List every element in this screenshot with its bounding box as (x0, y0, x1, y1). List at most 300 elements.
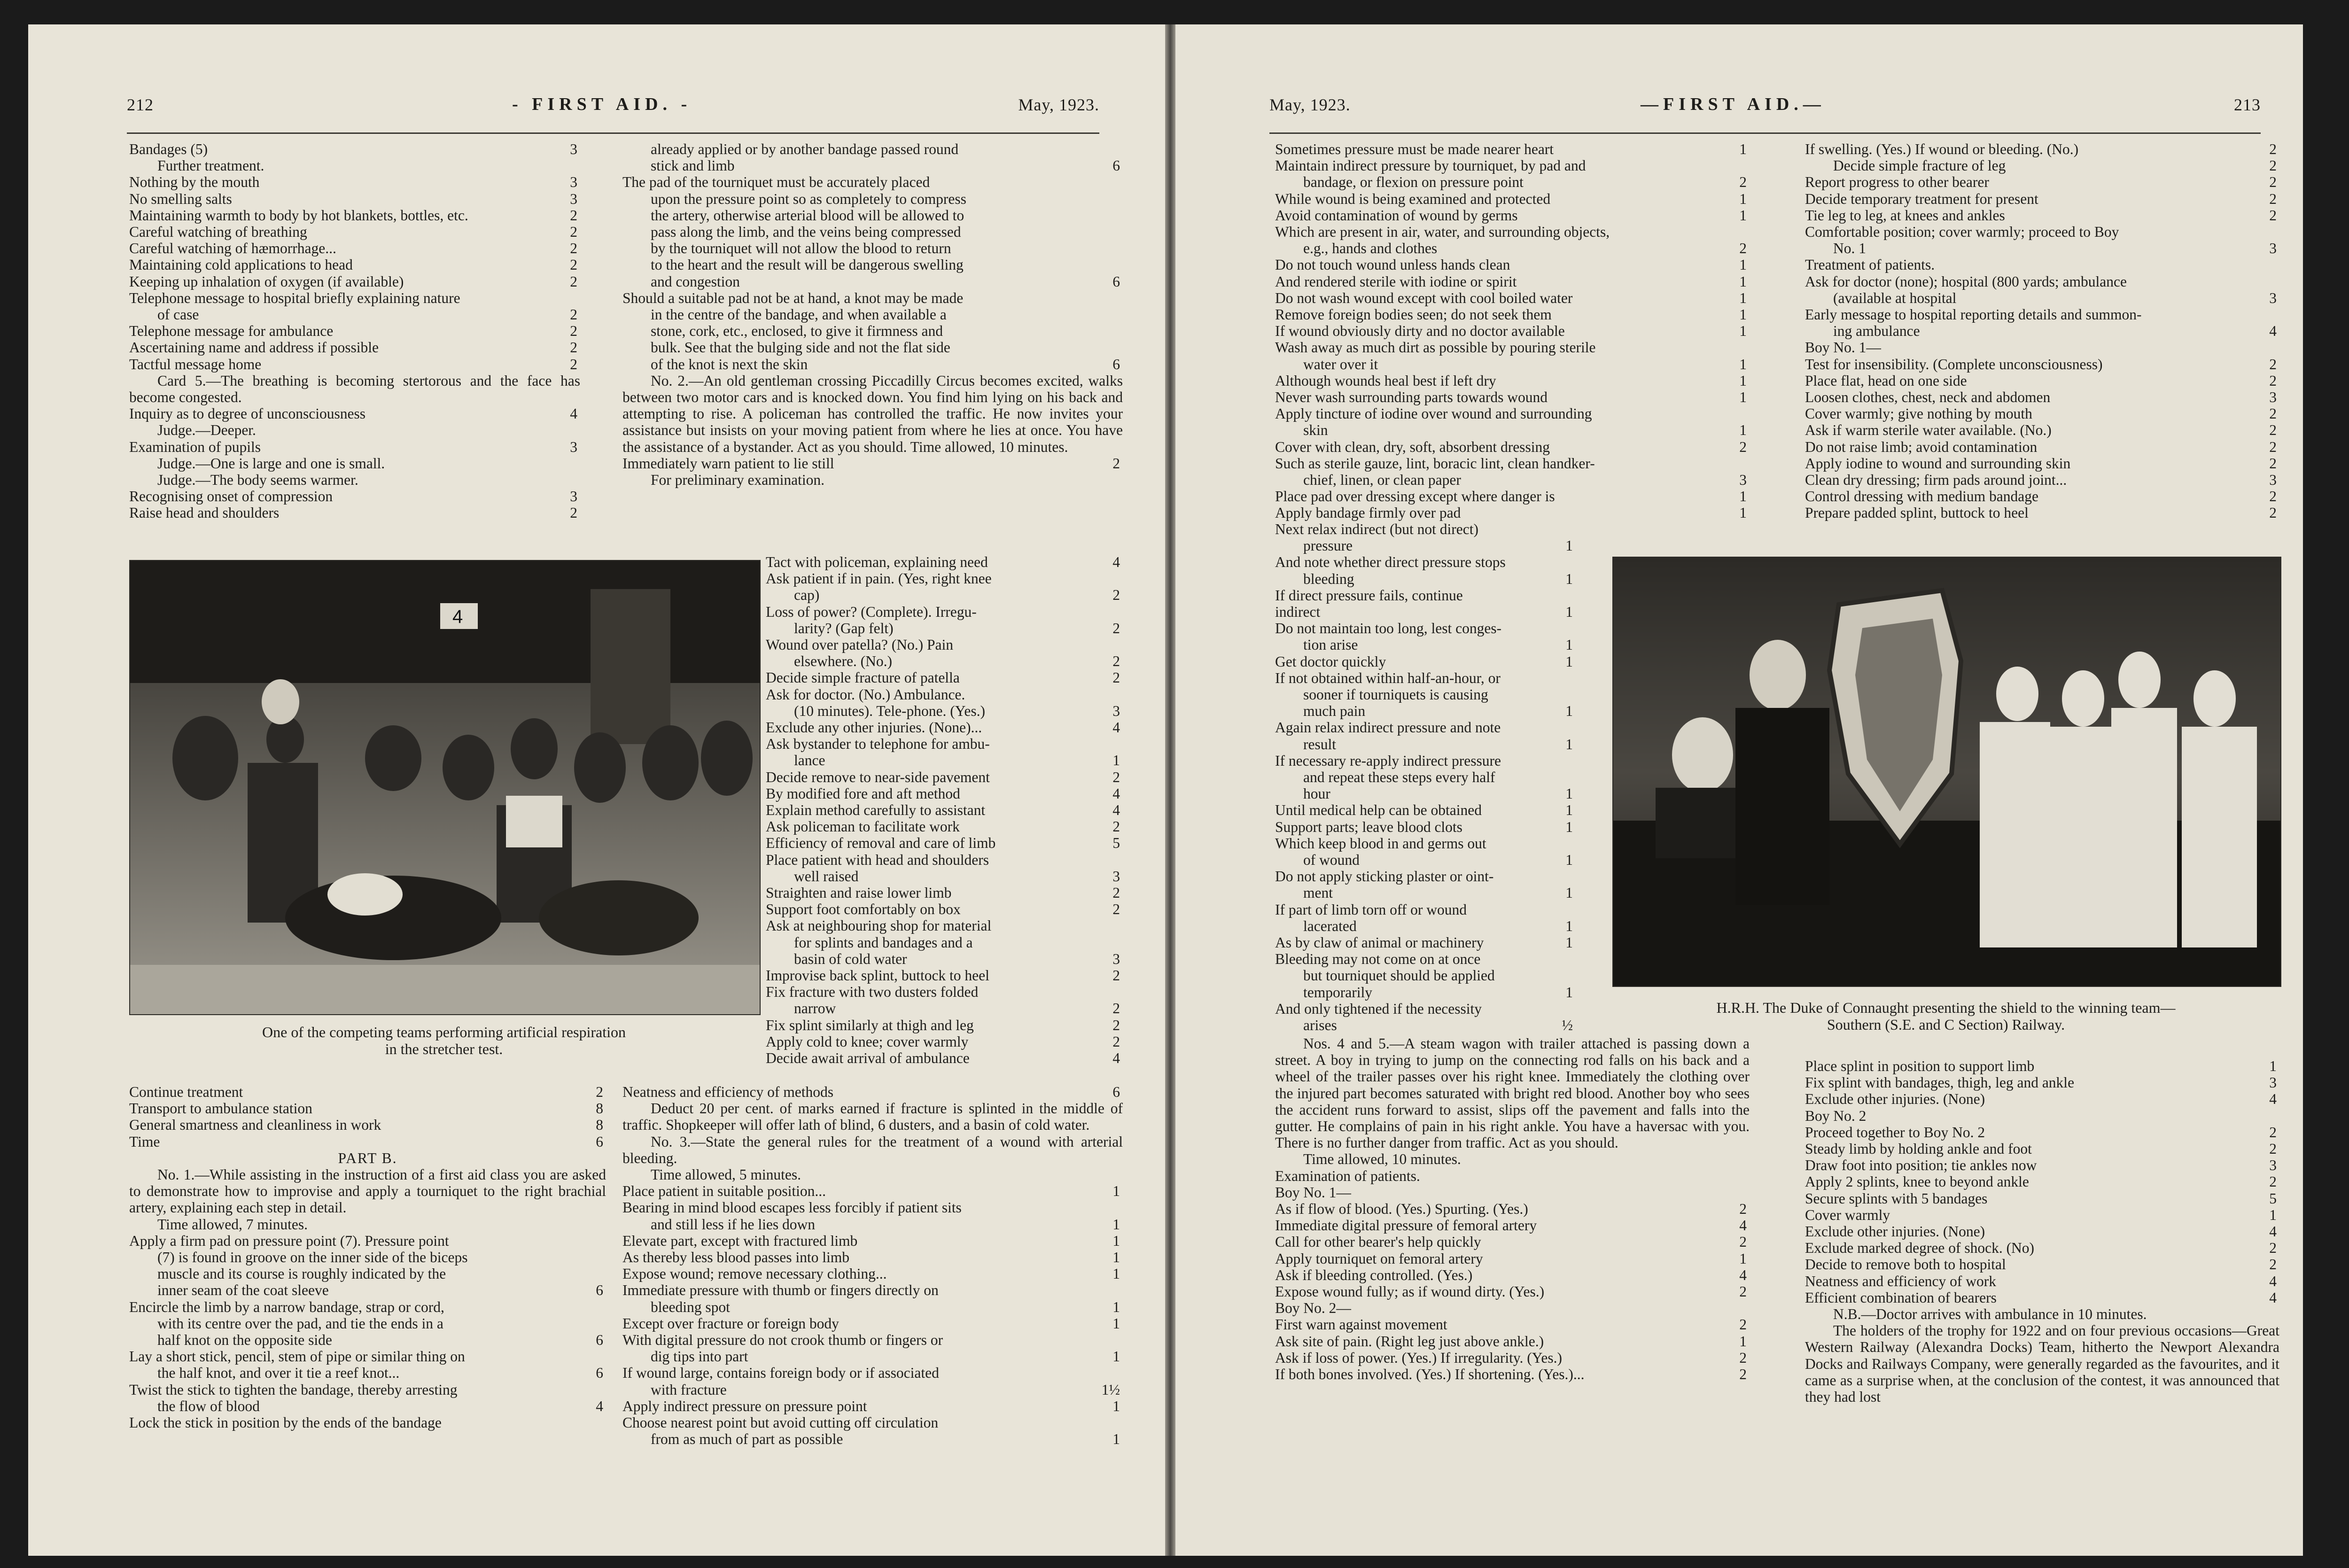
text-line (766, 967, 1123, 984)
marks-value: 1 (1739, 273, 1747, 290)
line-text: dig tips into part (651, 1348, 748, 1365)
text-line (1805, 1108, 2279, 1124)
line-text: Ask site of pain. (Right leg just above ankle.) (1275, 1333, 1544, 1350)
line-text: Immediate pressure with thumb or fingers directly on (622, 1282, 939, 1299)
text-line (1275, 191, 1750, 207)
line-text: Inquiry as to degree of unconsciousness (129, 405, 366, 422)
text-line (1805, 505, 2279, 521)
line-text: stone, cork, etc., enclosed, to give it firmness and (651, 323, 943, 340)
text-line (1275, 918, 1576, 934)
line-text: If necessary re-apply indirect pressure (1275, 752, 1501, 769)
text-line (1275, 488, 1750, 505)
left-col-1-bottom (129, 1084, 606, 1431)
running-title: —FIRST AID.— (1641, 94, 1826, 114)
text-line (1275, 835, 1576, 852)
line-text: Expose wound; remove necessary clothing... (622, 1265, 887, 1282)
right-col-1 (1275, 141, 1750, 521)
text-line (622, 1100, 1123, 1133)
line-text: the flow of blood (157, 1397, 260, 1414)
text-line (766, 1017, 1123, 1033)
text-line (766, 637, 1123, 653)
text-line (622, 1348, 1123, 1365)
line-text: the half knot, and over it tie a reef knot... (157, 1365, 400, 1382)
marks-value: 2 (1739, 1234, 1747, 1250)
marks-value: 3 (1739, 472, 1747, 489)
text-line (766, 901, 1123, 917)
text-line (1275, 785, 1576, 802)
line-text: Ask for doctor (none); hospital (800 yards; ambulance (1805, 273, 2127, 290)
text-line (129, 1299, 606, 1315)
marks-value: 3 (570, 190, 577, 207)
line-text: Place splint in position to support limb (1805, 1058, 2035, 1074)
line-text: Efficiency of removal and care of limb (766, 835, 996, 852)
text-line (1275, 885, 1576, 901)
line-text: Explain method carefully to assistant (766, 802, 986, 819)
text-line (1805, 1091, 2279, 1107)
left-col-2-narrow (766, 554, 1123, 1066)
line-text: Recognising onset of compression (129, 488, 333, 505)
issue-date: May, 1923. (1269, 95, 1351, 114)
left-col-2-bottom (622, 1084, 1123, 1447)
line-text: Decide remove to near-side pavement (766, 768, 990, 785)
line-text: Maintaining cold applications to head (129, 256, 353, 273)
text-line (766, 620, 1123, 637)
line-text: Do not maintain too long, lest conges- (1275, 620, 1502, 637)
text-line (129, 373, 580, 405)
marks-value: 2 (2269, 174, 2277, 191)
text-line (1275, 1267, 1750, 1283)
marks-value: 1 (1112, 1348, 1120, 1365)
line-text: Neatness and efficiency of methods (622, 1084, 834, 1100)
text-line (1805, 1190, 2279, 1207)
line-text: Ask if loss of power. (Yes.) If irregularity. (Yes.) (1275, 1349, 1562, 1366)
right-page (1175, 24, 2303, 1556)
line-text: While wound is being examined and protected (1275, 190, 1551, 207)
text-line (1275, 472, 1750, 488)
text-line (1275, 422, 1750, 438)
text-line (1805, 191, 2279, 207)
marks-value: 4 (2269, 1091, 2277, 1108)
line-text: Judge.—The body seems warmer. (157, 472, 358, 489)
text-line (129, 256, 580, 273)
page-gutter (1165, 24, 1175, 1556)
text-line (1805, 1306, 2279, 1322)
marks-value: 2 (1112, 587, 1120, 604)
line-text: Place pad over dressing except where danger is (1275, 488, 1555, 505)
line-text: basin of cold water (794, 950, 907, 967)
line-text: Ask at neighbouring shop for material (766, 917, 992, 934)
line-text: Place patient in suitable position... (622, 1183, 826, 1200)
line-text: Call for other bearer's help quickly (1275, 1234, 1481, 1250)
line-text: Apply indirect pressure on pressure point (622, 1397, 867, 1414)
marks-value: 2 (2269, 356, 2277, 373)
marks-value: 4 (2269, 323, 2277, 340)
line-text: Fix splint with bandages, thigh, leg and ankle (1805, 1074, 2075, 1091)
line-text: Deduct 20 per cent. of marks earned if fracture is splinted in the middle of traffic. Shopkeeper will offer lath of blind, 6 dusters, and a basin of cold water. (622, 1100, 1123, 1133)
line-text: If both bones involved. (Yes.) If shortening. (Yes.)... (1275, 1366, 1585, 1383)
line-text: upon the pressure point so as completely to compress (651, 190, 966, 207)
line-text: stick and limb (651, 157, 735, 174)
marks-value: 1 (1112, 1315, 1120, 1332)
marks-value: 1 (1112, 1397, 1120, 1414)
line-text: Telephone message to hospital briefly explaining nature (129, 289, 460, 306)
text-line (129, 1382, 606, 1398)
text-line (1275, 141, 1750, 157)
line-text: Careful watching of hæmorrhage... (129, 240, 336, 257)
text-line (129, 439, 580, 455)
line-text: but tourniquet should be applied (1303, 967, 1495, 984)
text-line (129, 455, 580, 472)
line-text: Place flat, head on one side (1805, 372, 1967, 389)
line-text: No. 3.—State the general rules for the treatment of a wound with arterial bleeding. (622, 1133, 1123, 1166)
line-text: and still less if he lies down (651, 1216, 815, 1233)
text-line (129, 1282, 606, 1298)
line-text: Remove foreign bodies seen; do not seek them (1275, 306, 1552, 323)
text-line (1275, 1001, 1576, 1017)
text-line (1805, 306, 2279, 323)
line-text: ment (1303, 885, 1333, 901)
marks-value: 2 (1112, 1017, 1120, 1033)
text-line (622, 1315, 1123, 1332)
text-line (766, 802, 1123, 818)
line-text: If swelling. (Yes.) If wound or bleeding. (No.) (1805, 141, 2079, 157)
line-text: larity? (Gap felt) (794, 620, 894, 637)
line-text: Cover with clean, dry, soft, absorbent dressing (1275, 438, 1550, 455)
line-text: Although wounds heal best if left dry (1275, 372, 1496, 389)
text-line (1275, 736, 1576, 753)
marks-value: 2 (1112, 967, 1120, 984)
text-line (766, 1050, 1123, 1066)
text-line (1275, 769, 1576, 785)
photo-image (1613, 558, 2280, 986)
text-line (766, 917, 1123, 934)
text-line (622, 1166, 1123, 1183)
text-line (1275, 439, 1750, 455)
text-line (1805, 1273, 2279, 1289)
right-page-header (1269, 95, 2261, 132)
text-line (622, 1216, 1123, 1233)
line-text: tion arise (1303, 637, 1358, 653)
text-line (766, 934, 1123, 951)
marks-value: 4 (1112, 785, 1120, 802)
line-text: much pain (1303, 703, 1366, 720)
marks-value: 1 (2269, 1206, 2277, 1223)
text-line (1275, 174, 1750, 190)
text-line (766, 653, 1123, 669)
line-text: bulk. See that the bulging side and not the flat side (651, 339, 950, 356)
text-line (1275, 1350, 1750, 1366)
line-text: Judge.—One is large and one is small. (157, 455, 385, 472)
marks-value: 1 (1739, 289, 1747, 306)
text-line (622, 1084, 1123, 1100)
marks-value: 2 (2269, 372, 2277, 389)
header-rule (127, 132, 1099, 134)
line-text: Next relax indirect (but not direct) (1275, 521, 1478, 537)
line-text: Decide simple fracture of leg (1833, 157, 2006, 174)
text-line (622, 141, 1123, 157)
line-text: Apply cold to knee; cover warmly (766, 1033, 969, 1050)
text-line (129, 174, 580, 190)
marks-value: 1 (2269, 1058, 2277, 1074)
line-text: And only tightened if the necessity (1275, 1000, 1482, 1017)
line-text: Steady limb by holding ankle and foot (1805, 1141, 2032, 1157)
text-line (1275, 1017, 1576, 1033)
marks-value: 6 (596, 1133, 603, 1150)
marks-value: 1½ (1101, 1381, 1120, 1398)
marks-value: 4 (596, 1397, 603, 1414)
text-line (622, 256, 1123, 273)
line-text: muscle and its course is roughly indicated by the (157, 1265, 446, 1282)
text-line (766, 719, 1123, 736)
marks-value: 2 (1112, 901, 1120, 918)
text-line (1805, 207, 2279, 224)
text-line (1275, 157, 1750, 174)
line-text: e.g., hands and clothes (1303, 240, 1438, 257)
marks-value: 2 (1739, 1316, 1747, 1333)
right-col-1-bottom (1275, 1035, 1750, 1382)
text-line (1805, 1173, 2279, 1190)
text-line (129, 290, 580, 306)
text-line (622, 373, 1123, 455)
text-line (1275, 1316, 1750, 1333)
marks-value: 2 (2269, 1173, 2277, 1190)
line-text: Immediate digital pressure of femoral artery (1275, 1217, 1537, 1234)
marks-value: 2 (1112, 620, 1120, 637)
header-rule (1269, 132, 2261, 134)
line-text: Do not wash wound except with cool boiled water (1275, 289, 1573, 306)
marks-value: 1 (1565, 604, 1573, 621)
text-line (766, 703, 1123, 719)
text-line (129, 323, 580, 339)
line-text: of the knot is next the skin (651, 356, 808, 373)
line-text: pass along the limb, and the veins being compressed (651, 224, 961, 241)
marks-value: 1 (1112, 1232, 1120, 1249)
marks-value: 1 (1565, 637, 1573, 653)
marks-value: 6 (1112, 273, 1120, 290)
marks-value: 1 (1565, 736, 1573, 753)
line-text: ing ambulance (1833, 323, 1920, 340)
marks-value: 2 (570, 207, 577, 224)
marks-value: 2 (1112, 653, 1120, 670)
marks-value: ½ (1562, 1017, 1573, 1034)
marks-value: 1 (1112, 752, 1120, 769)
line-text: Apply a firm pad on pressure point (7). Pressure point (129, 1232, 449, 1249)
line-text: Nos. 4 and 5.—A steam wagon with trailer attached is passing down a street. A boy in trying to jump on the connecting rod falls on his back and a wheel of the trailer passes over his right knee. Immediately the clothing over the injured part becomes saturated with bright red blood. Another boy who sees the accident runs forward to assist, slips off the pavement and falls into the gutter. He complains of pain in his right ankle. You have a haversac with you. There is no further danger from traffic. Act as you should. (1275, 1035, 1750, 1151)
text-line (622, 1265, 1123, 1282)
line-text: Examination of patients. (1275, 1167, 1420, 1184)
text-line (622, 273, 1123, 290)
right-col-1-narrow (1275, 521, 1576, 1033)
marks-value: 1 (1739, 141, 1747, 157)
left-page (28, 24, 1165, 1556)
text-line (622, 207, 1123, 224)
marks-value: 2 (2269, 190, 2277, 207)
line-text: Judge.—Deeper. (157, 422, 256, 439)
line-text: Apply iodine to wound and surrounding skin (1805, 455, 2071, 472)
text-line (1275, 901, 1576, 918)
line-text: Boy No. 2— (1275, 1300, 1351, 1317)
line-text: Wound over patella? (No.) Pain (766, 637, 953, 653)
line-text: Again relax indirect pressure and note (1275, 719, 1501, 736)
marks-value: 3 (570, 141, 577, 157)
text-line (1275, 604, 1576, 620)
line-text: Secure splints with 5 bandages (1805, 1190, 1988, 1207)
text-line (1275, 587, 1576, 604)
text-line (129, 157, 580, 174)
line-text: well raised (794, 868, 859, 885)
text-line (1805, 240, 2279, 256)
text-line (1275, 389, 1750, 405)
marks-value: 4 (1739, 1266, 1747, 1283)
line-text: N.B.—Doctor arrives with ambulance in 10 minutes. (1833, 1306, 2147, 1323)
text-line (622, 174, 1123, 190)
line-text: Boy No. 2 (1805, 1107, 1867, 1124)
text-line (1805, 389, 2279, 405)
line-text: Loss of power? (Complete). Irregu- (766, 603, 977, 620)
line-text: Support parts; leave blood clots (1275, 818, 1462, 835)
line-text: No. 1 (1833, 240, 1866, 257)
line-text: and repeat these steps every half (1303, 769, 1495, 786)
marks-value: 2 (570, 273, 577, 290)
marks-value: 2 (2269, 1240, 2277, 1257)
line-text: lance (794, 752, 825, 769)
line-text: bleeding (1303, 570, 1354, 587)
text-line (766, 769, 1123, 785)
text-line (622, 191, 1123, 207)
line-text: pressure (1303, 537, 1353, 554)
line-text: with its centre over the pad, and tie the ends in a (157, 1315, 443, 1332)
marks-value: 2 (2269, 1141, 2277, 1157)
line-text: Draw foot into position; tie ankles now (1805, 1157, 2037, 1174)
text-line (1805, 1074, 2279, 1091)
marks-value: 8 (596, 1117, 603, 1133)
line-text: Apply tourniquet on femoral artery (1275, 1250, 1483, 1267)
marks-value: 2 (1112, 768, 1120, 785)
text-line (129, 1414, 606, 1431)
text-line (129, 1315, 606, 1332)
line-text: Bearing in mind blood escapes less forcibly if patient sits (622, 1199, 962, 1216)
line-text: Test for insensibility. (Complete unconsciousness) (1805, 356, 2103, 373)
text-line (1275, 653, 1576, 670)
line-text: result (1303, 736, 1336, 753)
line-text: No. 1.—While assisting in the instruction of a first aid class you are asked to demonstrate how to improvise and apply a tourniquet to the right brachial artery, explaining each step in detail. (129, 1166, 606, 1216)
marks-value: 1 (1565, 917, 1573, 934)
text-line (622, 290, 1123, 306)
marks-value: 2 (1112, 818, 1120, 835)
text-line (1275, 1151, 1750, 1167)
marks-value: 1 (1565, 802, 1573, 819)
line-text: Early message to hospital reporting details and summon- (1805, 306, 2142, 323)
line-text: the artery, otherwise arterial blood will be allowed to (651, 207, 964, 224)
text-line (622, 1365, 1123, 1381)
text-line (1275, 1217, 1750, 1234)
text-line (1805, 472, 2279, 488)
marks-value: 8 (596, 1100, 603, 1117)
marks-value: 2 (1739, 240, 1747, 257)
line-text: lacerated (1303, 917, 1357, 934)
marks-value: 3 (2269, 389, 2277, 406)
shield-presentation-photo (1612, 557, 2281, 987)
text-line (1275, 1035, 1750, 1151)
text-line (1275, 802, 1576, 818)
line-text: Examination of pupils (129, 438, 261, 455)
line-text: of wound (1303, 852, 1360, 869)
text-line (1275, 273, 1750, 290)
line-text: Further treatment. (157, 157, 264, 174)
line-text: bleeding spot (651, 1298, 730, 1315)
line-text: As if flow of blood. (Yes.) Spurting. (Yes.) (1275, 1201, 1528, 1218)
text-line (1805, 1240, 2279, 1256)
line-text: (7) is found in groove on the inner side of the biceps (157, 1249, 468, 1266)
line-text: temporarily (1303, 984, 1372, 1001)
text-line (766, 604, 1123, 620)
text-line (129, 1348, 606, 1365)
line-text: For preliminary examination. (651, 472, 825, 489)
text-line (766, 1033, 1123, 1050)
text-line (129, 472, 580, 488)
text-line (1275, 554, 1576, 570)
line-text: Exclude other injuries. (None) (1805, 1223, 1985, 1240)
text-line (1275, 1333, 1750, 1350)
line-text: Tact with policeman, explaining need (766, 554, 988, 570)
marks-value: 2 (2269, 422, 2277, 439)
marks-value: 6 (596, 1282, 603, 1299)
line-text: Decide await arrival of ambulance (766, 1050, 970, 1067)
marks-value: 4 (2269, 1289, 2277, 1306)
text-line (1275, 1300, 1750, 1316)
line-text: The pad of the tourniquet must be accurately placed (622, 174, 930, 191)
line-text: Efficient combination of bearers (1805, 1289, 1997, 1306)
text-line (1805, 290, 2279, 306)
line-text: Ask bystander to telephone for ambu- (766, 736, 990, 753)
line-text: As by claw of animal or machinery (1275, 934, 1484, 951)
line-text: Time (129, 1133, 160, 1150)
line-text: Apply bandage firmly over pad (1275, 505, 1461, 521)
text-line (622, 339, 1123, 356)
marks-value: 2 (1739, 1349, 1747, 1366)
text-line (1805, 174, 2279, 190)
line-text: If direct pressure fails, continue (1275, 587, 1463, 604)
text-line (129, 1365, 606, 1381)
text-line (766, 554, 1123, 570)
text-line (1275, 1366, 1750, 1382)
text-line (129, 141, 580, 157)
text-line (1275, 521, 1576, 537)
marks-value: 1 (1739, 505, 1747, 521)
line-text: Boy No. 1— (1275, 1184, 1351, 1201)
text-line (1805, 141, 2279, 157)
marks-value: 1 (1739, 389, 1747, 406)
text-line (129, 339, 580, 356)
line-text: Except over fracture or foreign body (622, 1315, 839, 1332)
text-line (1275, 637, 1576, 653)
marks-value: 3 (2269, 1157, 2277, 1174)
marks-value: 1 (1739, 356, 1747, 373)
line-text: Improvise back splint, buttock to heel (766, 967, 989, 984)
line-text: half knot on the opposite side (157, 1332, 332, 1349)
text-line (1275, 1234, 1750, 1250)
marks-value: 4 (2269, 1223, 2277, 1240)
line-text: for splints and bandages and a (794, 934, 973, 951)
line-text: Choose nearest point but avoid cutting off circulation (622, 1414, 939, 1431)
marks-value: 1 (1565, 818, 1573, 835)
line-text: arises (1303, 1017, 1337, 1034)
text-line (622, 1282, 1123, 1298)
marks-value: 2 (1112, 455, 1120, 472)
line-text: Time allowed, 5 minutes. (651, 1166, 801, 1183)
line-text: sooner if tourniquets is causing (1303, 686, 1488, 703)
marks-value: 4 (570, 405, 577, 422)
